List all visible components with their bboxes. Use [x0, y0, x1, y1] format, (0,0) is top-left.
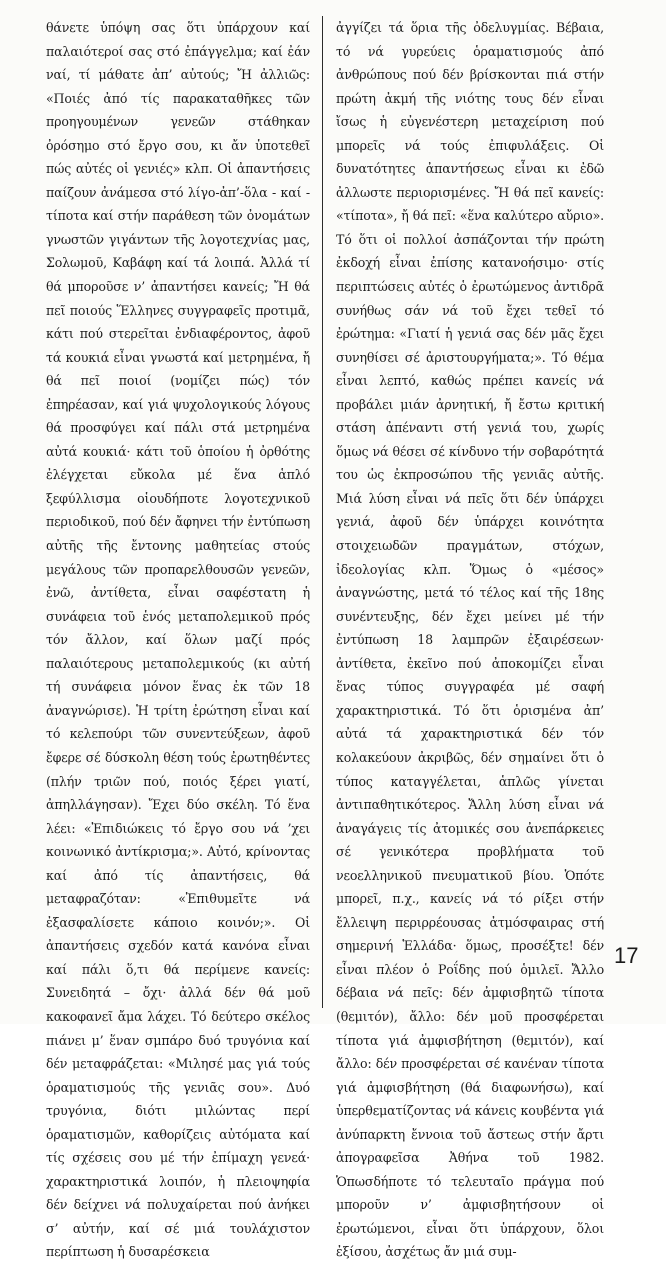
column-divider	[322, 16, 323, 1008]
text-column-left	[46, 16, 310, 1264]
page-number: 17	[614, 943, 639, 968]
body-text-right: ἀγγίζει τά ὅρια τῆς ὀδελυγμίας. Βέβαια, τό νά γυρεύεις ὁραματισμούς ἀπό ἀνθρώπους πού δέν βρίσκονται πιά στήν πρώτη ἀκμή τῆς νιότης τους δέν εἶναι ἴσως ἡ εὐγενέστερη μεταχείριση πού μπορεῖς νά τούς ἐπιφυλάξεις. Οἱ δυνατότητες ἀπαντήσεως εἶναι κι ἐδῶ ἀλλωστε περιορισμένες. Ἤ θά πεῖ κανείς: «τίποτα», ἤ θά πεῖ: «ἕνα καλύτερο αὔριο». Τό ὅτι οἱ πολλοί ἀσπάζονται τήν πρώτη ἐκδοχή εἶναι ἐπίσης κατανοήσιμο· στίς περιπτώσεις αὐτές ὁ ἐρωτώμενος ἀντιδρᾶ συνήθως σάν νά τοῦ ἔχει τεθεῖ τό ἐρώτημα: «Γιατί ἡ γενιά σας δέν μᾶς ἔχει συνηθίσει σέ ἀριστουργήματα;». Τό θέμα εἶναι λεπτό, καθώς πρέπει κανείς νά προβάλει μιάν ἀρνητική, ἤ ἔστω κριτική στάση ἀπέναντι στή γενιά του, χωρίς ὅμως νά θέσει σέ κίνδυνο τήν σοβαρότητά του ὡς ἐκπροσώπου τῆς γενιᾶς αὐτῆς. Μιά λύση εἶναι νά πεῖς ὅτι δέν ὑπάρχει γενιά, ἀφοῦ δέν ὑπάρχει κοινότητα στοιχειωδῶν πραγμάτων, στόχων, ἰδεολογίας κλπ. Ὅμως ὁ «μέσος» ἀναγνώστης, μετά τό τέλος καί τῆς 18ης συνέντευξης, δέν ἔχει μείνει μέ τήν ἐντύπωση 18 λαμπρῶν ἐξαιρέσεων· ἀντίθετα, ἐκεῖνο πού ἀποκομίζει εἶναι ἕνας τύπος συγγραφέα μέ σαφή χαρακτηριστικά. Τό ὅτι ὁρισμένα ἀπ’ αὐτά τά χαρακτηριστικά δέν τόν κολακεύουν ἀκριβῶς, δέν σημαίνει ὅτι ὁ τύπος καταγγέλεται, ἁπλῶς γίνεται ἀντιπαθητικότερος. Ἄλλη λύση εἶναι νά ἀναγάγεις τίς ἀτομικές σου ἀνεπάρκειες σέ γενικότερα προβλήματα τοῦ νεοελληνικοῦ πνευματικοῦ βίου. Ὁπότε μπορεῖ, π.χ., κανείς νά τό ρίξει στήν ἔλλειψη περιρρέουσας ἀτμόσφαιρας στή σημερινή Ἑλλάδα· ὅμως, προσέξτε! δέν εἶναι πλέον ὁ Ροΐδης πού ὁμιλεῖ. Ἄλλο δέβαια νά πεῖς: δέν ἀμφισβητῶ τίποτα (θεμιτόν), ἄλλο: δέν μοῦ προσφέρεται τίποτα γιά ἀμφισβήτηση (θεμιτόν), καί ἄλλο: δέν προσφέρεται σέ κανέναν τίποτα γιά ἀμφισβήτηση (θά διαφωνήσω), καί ὑπερθεματίζοντας νά κάνεις κουβέντα γιά ἀνύπαρκτη ἔννοια τοῦ ἄστεως στήν ἄρτι ἀπογραφεῖσα Ἀθήνα τοῦ 1982. Ὁπωσδήποτε τό τελευταῖο πράγμα πού μποροῦν ν’ ἀμφισβητήσουν οἱ ἐρωτώμενοι, εἶναι ὅτι ὑπάρχουν, ὅλοι ἐξίσου, ἀσχέτως ἄν μιά συμ-	[336, 20, 604, 1260]
text-column-right	[336, 16, 604, 1264]
body-text-left: θάνετε ὑπόψη σας ὅτι ὑπάρχουν καί παλαιότεροί σας στό ἐπάγγελμα; καί ἐάν ναί, τί μάθατε ἀπ’ αὐτούς; Ἤ ἀλλιῶς: «Ποιές ἀπό τίς παρακαταθῆκες τῶν προηγουμένων γενεῶν στάθηκαν ὀρόσημο στό ἔργο σου, κι ἄν ὑποτεθεῖ πώς αὐτές οἱ γενιές» κλπ. Οἱ ἀπαντήσεις παίζουν ἀνάμεσα στό λίγο-ἀπ’-ὅλα - καί - τίποτα καί στήν παράθεση τῶν ὀνομάτων γνωστῶν γιγάντων τῆς λογοτεχνίας μας, Σολωμοῦ, Καβάφη καί τά λοιπά. Ἀλλά τί θά μποροῦσε ν’ ἀπαντήσει κανείς; Ἤ θά πεῖ ποιούς Ἕλληνες συγγραφεῖς προτιμᾶ, κάτι πού στερεῖται ἐνδιαφέροντος, ἀφοῦ τά κουκιά εἶναι γνωστά καί μετρημένα, ἤ θά πεῖ ποιοί (νομίζει πώς) τόν ἐπηρέασαν, καί γιά ψυχολογικούς λόγους θά προσφύγει καί πάλι στά μετρημένα αὐτά κουκιά· κάτι τοῦ ὁποίου ἡ ὀρθότης ἐλέγχεται εὔκολα μέ ἕνα ἁπλό ξεφύλλισμα οἱουδήποτε λογοτεχνικοῦ περιοδικοῦ, πού δέν ἄφηνει τήν ἐντύπωση αὐτῆς τῆς ἔντονης μαθητείας στούς μεγάλους τῶν προπαρελθουσῶν γενεῶν, ἐνῶ, ἀντίθετα, εἶναι σαφέστατη ἡ συνάφεια τοῦ ἑνός μεταπολεμικοῦ πρός τόν ἄλλον, καί ὅλων μαζί πρός παλαιότερους μεταπολεμικούς (κι αὐτή τή συνάφεια μόνον ἕνας ἐκ τῶν 18 ἀναγνώρισε). Ἡ τρίτη ἐρώτηση εἶναι καί τό κελεπούρι τῶν συνεντεύξεων, ἀφοῦ ἔφερε σέ δύσκολη θέση τούς ἐρωτηθέντες (πλήν τριῶν πού, ποιός ξέρει γιατί, ἀπηλλάγησαν). Ἔχει δύο σκέλη. Τό ἕνα λέει: «Ἐπιδιώκεις τό ἔργο σου νά ’χει κοινωνικό ἀντίκρισμα;». Αὐτό, κρίνοντας καί ἀπό τίς ἀπαντήσεις, θά μεταφραζόταν: «Ἐπιθυμεῖτε νά ἐξασφαλίσετε κάποιο κοινόν;». Οἱ ἀπαντήσεις σχεδόν κατά κανόνα εἶναι καί πάλι ὅ,τι θά περίμενε κανείς: Συνειδητά – ὄχι· ἀλλά δέν θά μοῦ κακοφανεῖ ἄμα λάχει. Τό δεύτερο σκέλος πιάνει μ’ ἕναν σμπάρο δυό τρυγόνια καί δέν μεταφράζεται: «Μιλησέ μας γιά τούς ὁραματισμούς τῆς γενιᾶς σου». Δυό τρυγόνια, διότι μιλώντας περί ὁραματισμῶν, καθορίζεις αὐτόματα καί τίς σχέσεις σου μέ τήν ἐπίμαχη γενεά· χαρακτηριστικά λοιπόν, ἡ πλειοψηφία δέν δείχνει νά πολυχαίρεται πού ἀνήκει σ’ αὐτήν, καί σέ μιά τουλάχιστον περίπτωση ἡ δυσαρέσκεια	[46, 20, 310, 1260]
